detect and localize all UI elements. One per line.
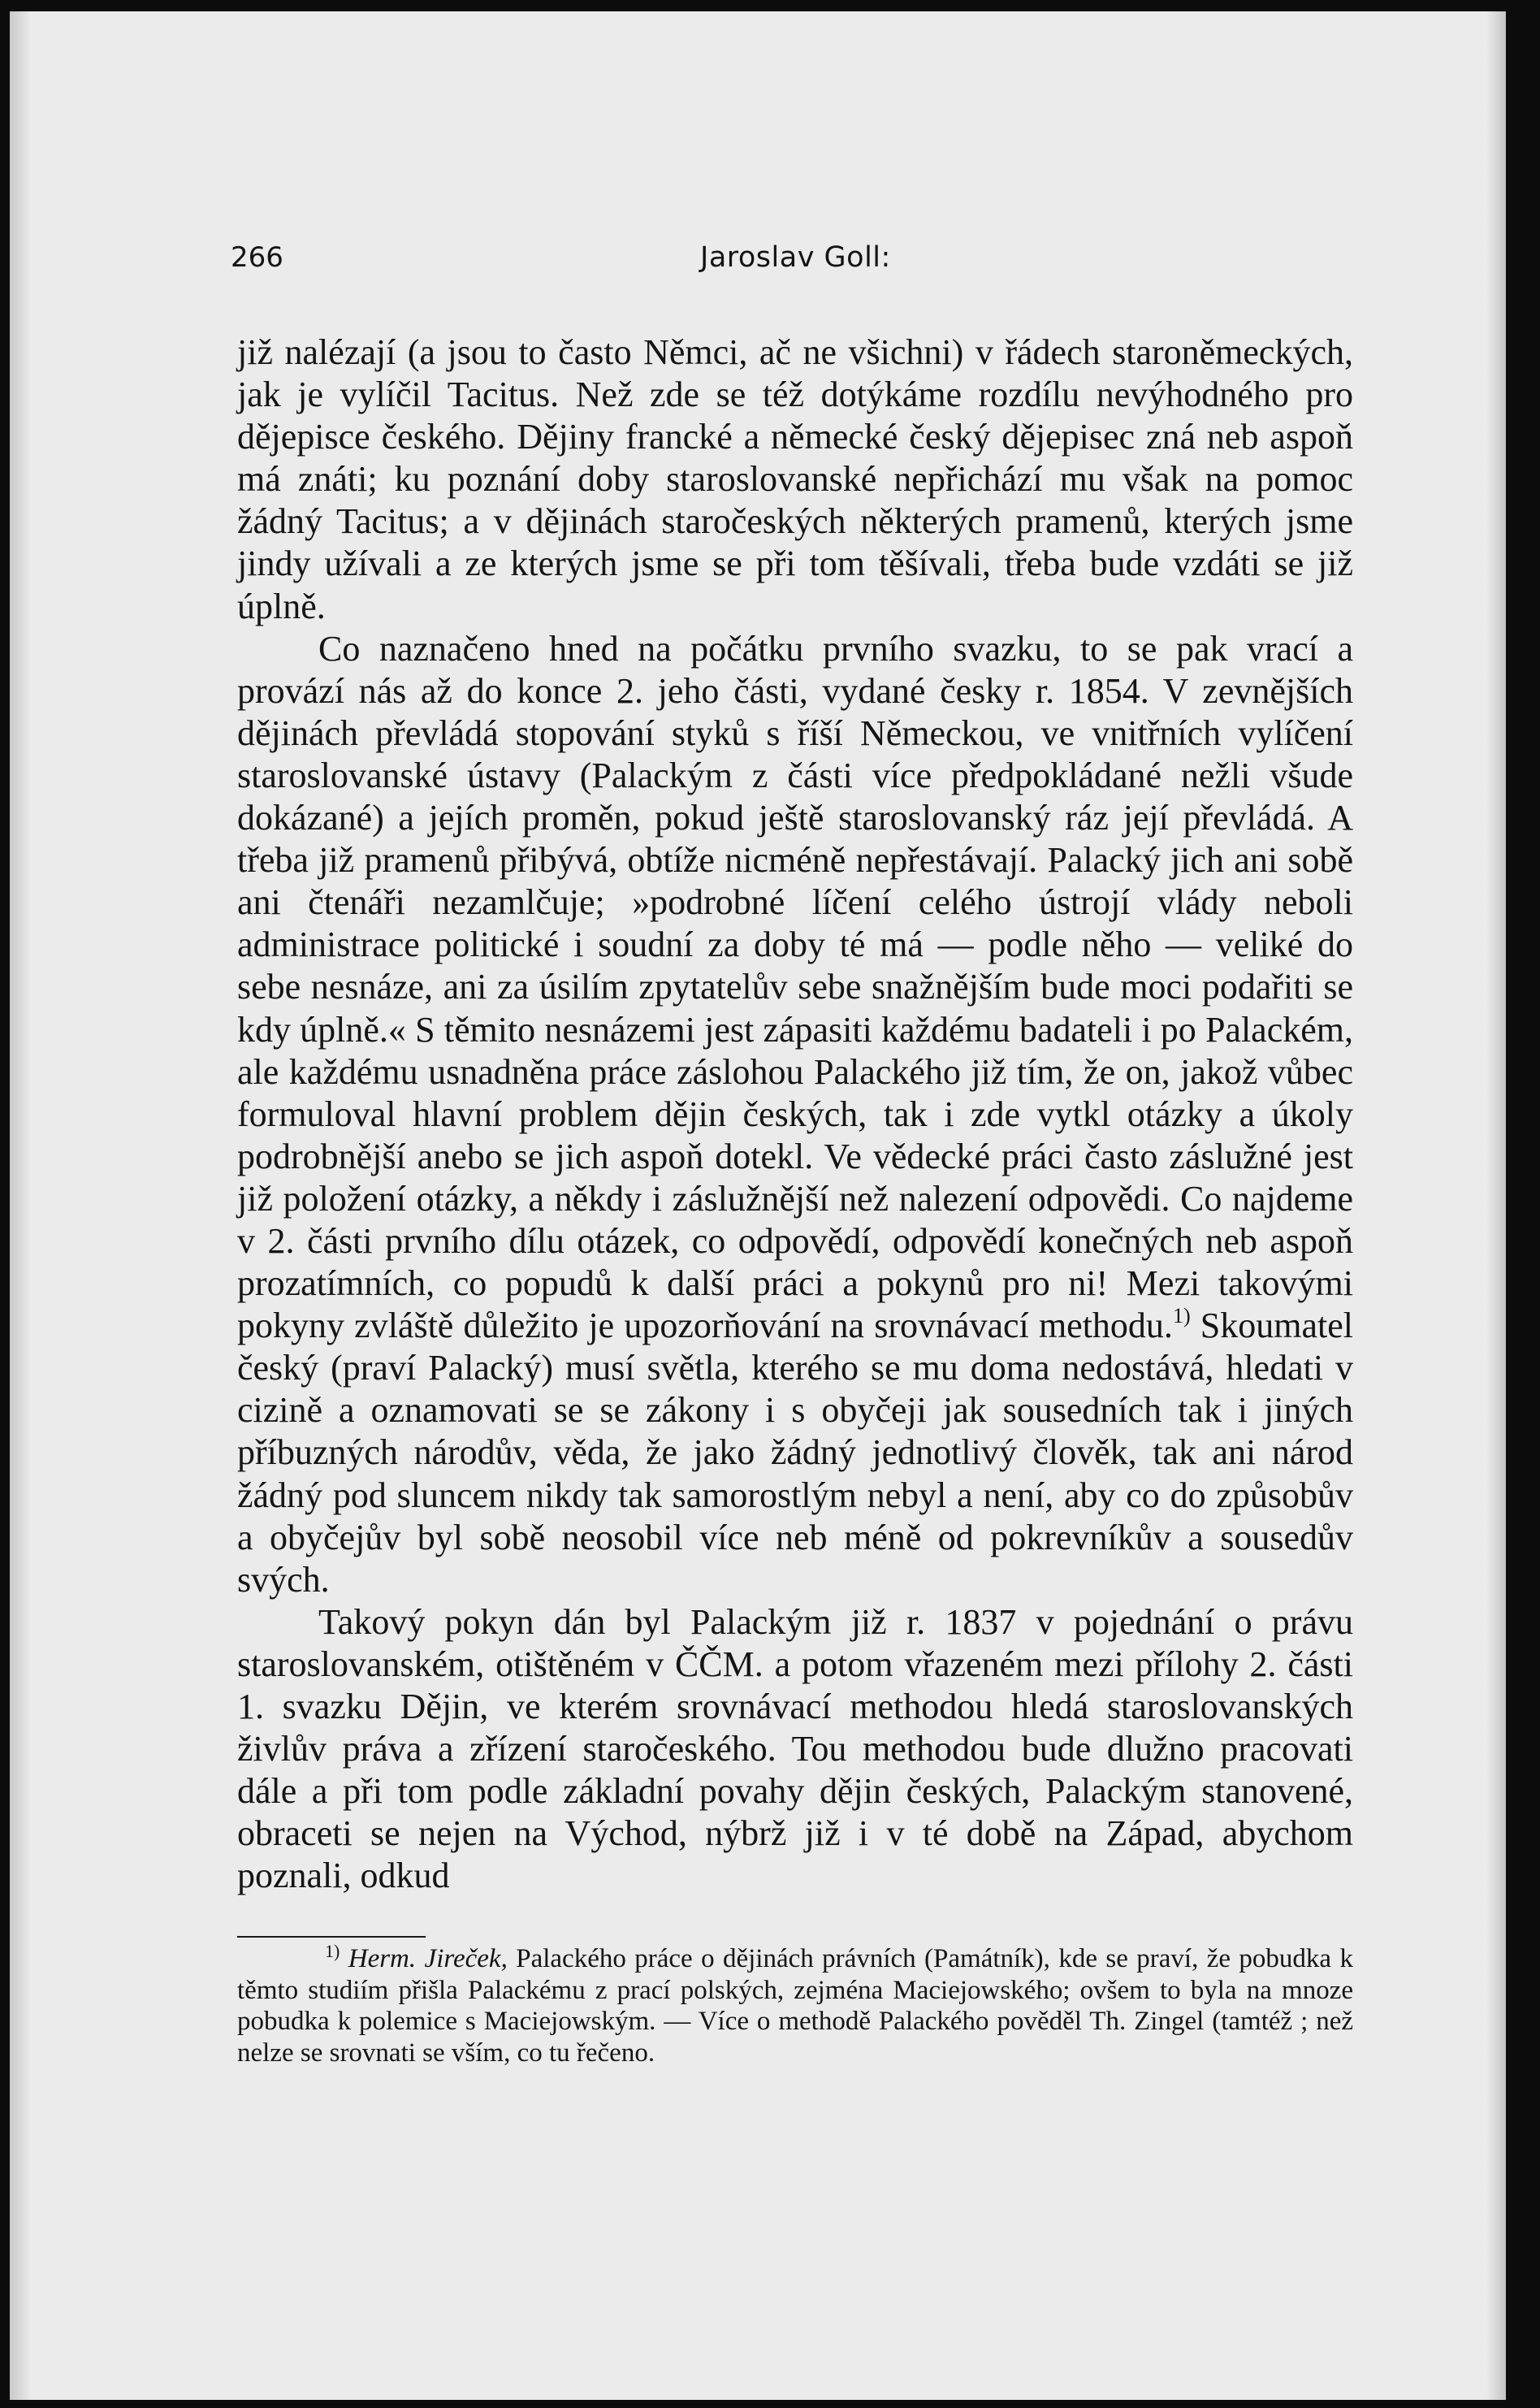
paragraph-text-continued: Skoumatel český (praví Palacký) musí světla, kterého se mu doma nedostává, hledati v cizině a oznamovati se se zákony i s obyčeji jak sousedních tak i jiných příbuzných národův, věda, že jako žádný jednotlivý člověk, tak ani národ žádný pod sluncem nikdy tak samorostlým nebyl a není, aby co do způsobův a obyčejův byl sobě neosobil více neb méně od pokrevníkův a sousedův svých.	[237, 1306, 1353, 1600]
paragraph: Takový pokyn dán byl Palackým již r. 1837 v pojednání o právu staroslovanském, otištěném v ČČM. a potom vřazeném mezi přílohy 2. části 1. svazku Dějin, ve kterém srovnávací methodou hledá staroslovanských živlův práva a zřízení staročeského. Tou methodou bude dlužno pracovati dále a při tom podle základní povahy dějin českých, Palackým stanovené, obraceti se nejen na Východ, nýbrž již i v té době na Západ, abychom poznali, odkud	[237, 1601, 1353, 1896]
paragraph: již nalézají (a jsou to často Němci, ač ne všichni) v řádech staroněmeckých, jak je vylíčil Tacitus. Než zde se též dotýkáme rozdílu nevýhodného pro dějepisce českého. Dějiny francké a německé český dějepisec zná neb aspoň má znáti; ku poznání doby staroslovanské nepřichází mu však na pomoc žádný Tacitus; a v dějinách staročeských některých pramenů, kterých jsme jindy užívali a ze kterých jsme se při tom těšívali, třeba bude vzdáti se již úplně.	[237, 332, 1353, 626]
footnote-rule	[237, 1936, 426, 1938]
footnote-text: Palackého práce o dějinách právních (Památník), kde se praví, že pobudka k těmto studiím přišla Palackému z prací polských, zejména Maciejowského; ovšem to byla na mnoze pobudka k polemice s Maciejowským. — Více o methodě Palackého pověděl Th. Zingel (tamtéž ; než nelze se srovnati se vším, co tu řečeno.	[237, 1944, 1353, 2068]
body-text	[237, 331, 1353, 1897]
scanned-page	[10, 11, 1506, 2400]
footnote	[237, 1943, 1353, 2068]
paragraph	[237, 628, 1353, 1601]
page-left-shadow	[10, 11, 31, 2400]
footnotes	[237, 1943, 1353, 2068]
page-right-shadow	[1486, 11, 1506, 2400]
running-title: Jaroslav Goll:	[700, 241, 891, 274]
running-head	[224, 241, 1361, 277]
page-number: 266	[231, 241, 283, 274]
footnote-author: Herm. Jireček,	[348, 1944, 508, 1973]
paragraph-text: Co naznačeno hned na počátku prvního svazku, to se pak vrací a provází nás až do konce 2. jeho části, vydané česky r. 1854. V zevnějších dějinách převládá stopování styků s říší Německou, ve vnitřních vylíčení staroslovanské ústavy (Palackým z části více předpokládané nežli všude dokázané) a jejích proměn, pokud ještě staroslovanský ráz její převládá. A třeba již pramenů přibývá, obtíže nicméně nepřestávají. Palacký jich ani sobě ani čtenáři nezamlčuje; »podrobné líčení celého ústrojí vlády neboli administrace politické i soudní za doby té má — podle něho — veliké do sebe nesnáze, ani za úsilím zpytatelův sebe snažnějším bude moci podařiti se kdy úplně.« S těmito nesnázemi jest zápasiti každému badateli i po Palackém, ale každému usnadněna práce záslohou Palackého již tím, že on, jakož vůbec formuloval hlavní problem dějin českých, tak i zde vytkl otázky a úkoly podrobnější anebo se jich aspoň dotekl. Ve vědecké práci často záslužné jest již položení otázky, a někdy i záslužnější než nalezení odpovědi. Co najdeme v 2. části prvního dílu otázek, co odpovědí, odpovědí konečných neb aspoň prozatímních, co popudů k další práci a pokynů pro ni! Mezi takovými pokyny zvláště důležito je upozorňování na srovnávací methodu.	[237, 628, 1353, 1346]
footnote-reference: 1)	[1172, 1304, 1191, 1328]
footnote-mark: 1)	[325, 1941, 340, 1961]
